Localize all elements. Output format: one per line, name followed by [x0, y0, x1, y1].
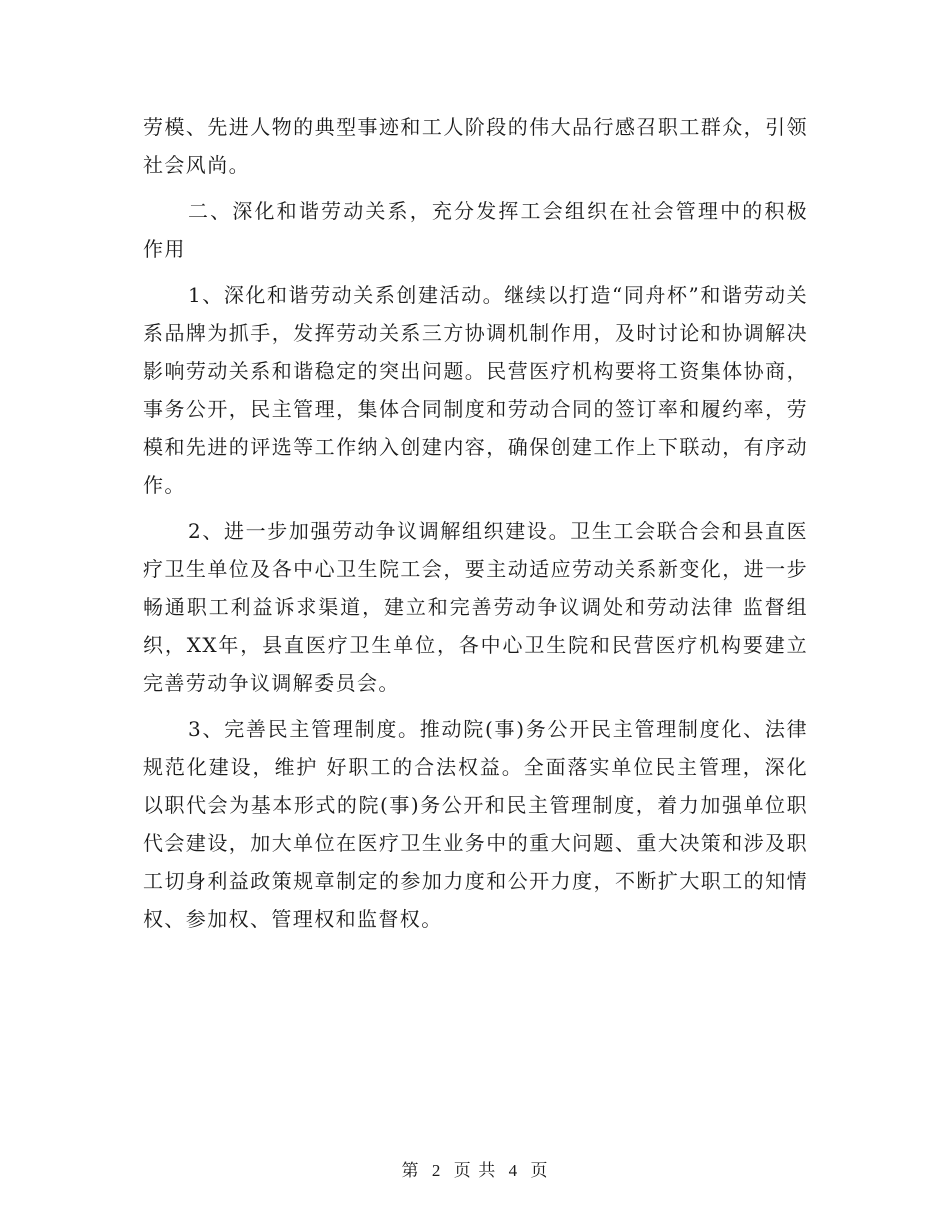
footer-middle: 页 共 — [453, 1161, 497, 1181]
paragraph-item-3: 3、完善民主管理制度。推动院(事)务公开民主管理制度化、法律规范化建设，维护 好职工的合法权益。全面落实单位民主管理，深化以职代会为基本形式的院(事)务公开和民主管理制度，着力加强单位职代会建设，加大单位在医疗卫生业务中的重大问题、重大决策和涉及职工切身利益政策规章制定的参加力度和公开力度，不断扩大职工的知情权、参加权、管理权和监督权。 — [143, 717, 808, 931]
total-page-count: 4 — [508, 1161, 519, 1180]
document-body — [143, 108, 808, 946]
paragraph-continuation: 劳模、先进人物的典型事迹和工人阶段的伟大品行感召职工群众，引领社会风尚。 — [143, 115, 808, 177]
paragraph-item-2: 2、进一步加强劳动争议调解组织建设。卫生工会联合会和县直医疗卫生单位及各中心卫生院工会，要主动适应劳动关系新变化，进一步畅通职工利益诉求渠道，建立和完善劳动争议调处和劳动法律 监督组织，XX年，县直医疗卫生单位，各中心卫生院和民营医疗机构要建立完善劳动争议调解委员会。 — [143, 519, 808, 695]
footer-prefix: 第 — [401, 1161, 420, 1181]
section-heading-2: 二、深化和谐劳动关系，充分发挥工会组织在社会管理中的积极作用 — [143, 199, 808, 261]
page-footer — [0, 1156, 950, 1181]
footer-suffix: 页 — [530, 1161, 549, 1181]
current-page-number: 2 — [431, 1161, 442, 1180]
paragraph-item-1: 1、深化和谐劳动关系创建活动。继续以打造“同舟杯”和谐劳动关系品牌为抓手，发挥劳动关系三方协调机制作用，及时讨论和协调解决影响劳动关系和谐稳定的突出问题。民营医疗机构要将工资集体协商，事务公开，民主管理，集体合同制度和劳动合同的签订率和履约率，劳模和先进的评选等工作纳入创建内容，确保创建工作上下联动，有序动作。 — [143, 283, 808, 497]
